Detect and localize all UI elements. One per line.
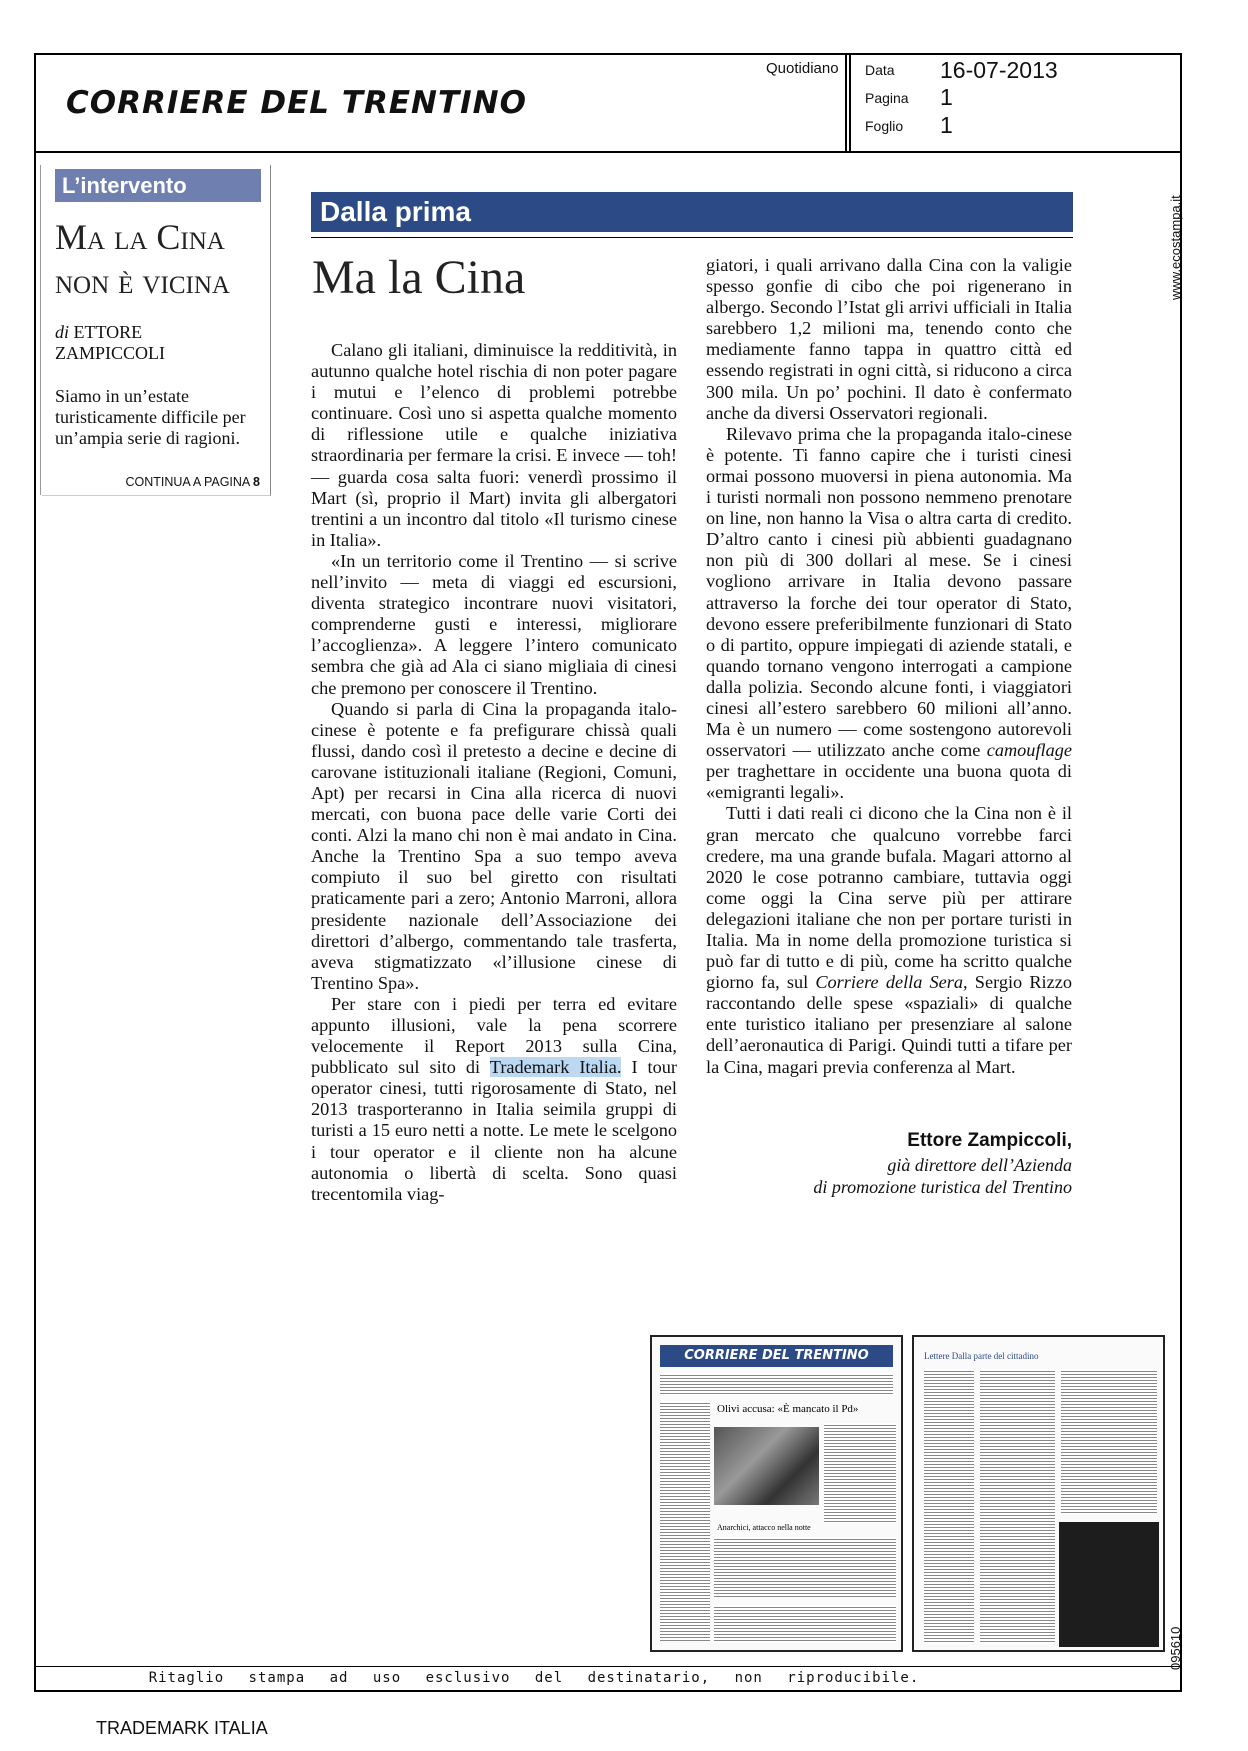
page-value: 1 (940, 84, 953, 110)
signature-role: già direttore dell’Azienda (887, 1155, 1072, 1175)
thumbnail-photo (714, 1427, 819, 1505)
signature-role: di promozione turistica del Trentino (813, 1177, 1072, 1197)
continue-page: 8 (253, 475, 260, 489)
sheet-label: Foglio (865, 118, 904, 134)
thumbnail-masthead: CORRIERE DEL TRENTINO (660, 1345, 893, 1367)
intervento-headline (55, 215, 270, 303)
paragraph: «In un territorio come il Trentino — si scrive nell’invito — meta di viaggi ed escursioni, diventa strategico incontrare nuovi visitatori, comprenderne gusti e interessi, migliorare l’accoglienza». A leggere l’intero comunicato sembra che già ad Ala ci siano migliaia di cinesi che premono per conoscere il Trentino. (311, 550, 677, 698)
clipping-code: 095610 (1168, 1626, 1183, 1670)
publication-type: Quotidiano (766, 60, 839, 77)
article-column-1 (311, 340, 677, 1205)
date-label: Data (865, 62, 895, 78)
side-url: www.ecostampa.it (1168, 195, 1183, 300)
paragraph-text: Tutti i dati reali ci dicono che la Cina non è il gran mercato che qualcuno vorrebbe farci credere, ma una grande bufala. Magari attorno al 2020 le cose potranno cambiare, tuttavia oggi come oggi la Cina serve più per attirare delegazioni italiane che non per portare turisti in Italia. Ma in nome della promozione turistica si può far di tutto e di più, come ha scritto qualche giorno fa, sul (706, 803, 1072, 993)
header-divider (845, 53, 851, 153)
article-headline: Ma la Cina (312, 251, 526, 304)
thumbnail-text-block (660, 1373, 893, 1395)
sheet-value: 1 (940, 112, 953, 138)
paragraph-text: I tour operator cinesi, tutti rigorosamente di Stato, nel 2013 trasporteranno in Italia seimila gruppi di turisti a 15 euro netti a notte. Le mete le scelgono i tour operator e il cliente non ha alcune autonomia o libertà di scelta. Sono quasi trecentomila viag- (311, 1057, 677, 1204)
newspaper-masthead: CORRIERE DEL TRENTINO (66, 85, 527, 121)
author-signature (706, 1128, 1072, 1198)
intervento-headline-line1: Ma la Cina (55, 217, 225, 257)
paragraph-text: per traghettare in occidente una buona quota di «emigranti legali». (706, 761, 1072, 803)
letters-page-thumbnail[interactable] (912, 1335, 1165, 1652)
continue-text: CONTINUA A PAGINA (125, 475, 250, 489)
thumbnail-text-block (824, 1423, 896, 1523)
thumbnail-text-block (714, 1537, 896, 1597)
intervento-headline-line2: non è vicina (55, 261, 230, 301)
italic-term: Corriere della Sera (815, 972, 964, 993)
client-label: TRADEMARK ITALIA (96, 1718, 268, 1738)
article-column-2 (706, 255, 1072, 1078)
thumbnail-headline: Olivi accusa: «È mancato il Pd» (717, 1403, 859, 1415)
paragraph: Calano gli italiani, diminuisce la redditività, in autunno qualche hotel rischia di non poter pagare i mutui e l’elenco di problemi potrebbe continuare. Così uno si aspetta qualche momento di riflessione utile e qualche iniziativa straordinaria per fermare la crisi. E invece — toh! — guarda cosa salta fuori: venerdì prossimo il Mart (sì, proprio il Mart) invita gli albergatori trentini a un incontro dal titolo «Il turismo cinese in Italia». (311, 340, 677, 550)
paragraph (706, 803, 1072, 1077)
date-value: 16-07-2013 (940, 57, 1058, 83)
section-rule (311, 237, 1073, 238)
paragraph (706, 424, 1072, 804)
intervento-label: L’intervento (55, 169, 261, 202)
paragraph-text: Per stare con i piedi per terra ed evitare appunto illusioni, vale la pena scorrere velocemente il Report 2013 sulla Cina, pubblicato sul sito di (311, 993, 677, 1078)
thumbnail-text-block (660, 1401, 710, 1641)
section-title: Dalla prima (320, 196, 471, 227)
thumbnail-text-block (980, 1369, 1055, 1644)
footer-rule (34, 1666, 1182, 1667)
front-page-thumbnail[interactable] (650, 1335, 903, 1652)
page-label: Pagina (865, 90, 909, 106)
author-first: ETTORE (73, 322, 143, 342)
intervento-teaser: Siamo in un’estate turisticamente difficile per un’ampia serie di ragioni. (55, 386, 246, 448)
continue-reference (55, 475, 260, 489)
paragraph: giatori, i quali arrivano dalla Cina con la valigie spesso gonfie di cibo che poi rigenerano in albergo. Secondo l’Istat gli arrivi ufficiali in Italia sarebbero 1,2 milioni ma, tenendo conto che mediamente fanno tappa in quattro città ed essendo registrati in ogni città, si riducono a circa 300 mila. Un po’ pochini. Il dato è confermato anche da diversi Osservatori regionali. (706, 255, 1072, 423)
thumbnail-section: Lettere Dalla parte del cittadino (924, 1351, 1039, 1361)
highlighted-source: Trademark Italia. (489, 1057, 622, 1078)
signature-name: Ettore Zampiccoli, (907, 1130, 1072, 1151)
thumbnail-dark-box (1059, 1522, 1159, 1647)
byline-prefix: di (55, 322, 70, 342)
thumbnail-text-block (1061, 1369, 1157, 1514)
thumbnail-text-block (924, 1369, 974, 1644)
thumbnail-subhead: Anarchici, attacco nella notte (717, 1523, 811, 1532)
paragraph: Quando si parla di Cina la propaganda italo-cinese è potente e fa prefigurare chissà quali flussi, dando così il pretesto a decine e decine di carovane istituzionali italiane (Regioni, Comuni, Apt) per recarsi in Cina alla ricerca di nuovi mercati, con buona pace delle varie Corti dei conti. Alzi la mano chi non è mai andato in Cina. Anche la Trentino Spa a suo tempo aveva compiuto il suo bel giretto con risultati praticamente pari a zero; Antonio Marroni, allora presidente nazionale dell’Associazione dei direttori d’albergo, commentando tale trasferta, aveva stigmatizzato «l’illusione cinese di Trentino Spa». (311, 698, 677, 993)
paragraph-text: , Sergio Rizzo raccontando delle spese «spaziali» di qualche ente turistico italiano per presenziare al salone dell’aeronautica di Parigi. Quindi tutti a tifare per la Cina, magari previa conferenza al Mart. (706, 972, 1072, 1077)
paragraph (311, 994, 677, 1205)
author-last: ZAMPICCOLI (55, 343, 166, 363)
paragraph-text: Rilevavo prima che la propaganda italo-cinese è potente. Ti fanno capire che i turisti cinesi ormai possono muoversi in piena autonomia. Ma i turisti normali non possono nemmeno prenotare on line, non hanno la Visa o altra carta di credito. D’altro canto i cinesi più abbienti guadagnano non più di 300 dollari al mese. Se i cinesi vogliono arrivare in Italia devono passare attraverso la forche dei tour operator di Stato, devono essere preferibilmente funzionari di Stato o di partito, oppure impiegati di aziende statali, e quando tornano vengono interrogati a campione dalla polizia. Secondo alcune fonti, i viaggiatori cinesi all’estero sarebbero 60 milioni all’anno. Ma è un numero — come sostengono autorevoli osservatori — utilizzato anche come (706, 423, 1072, 761)
clipping-disclaimer: Ritaglio stampa ad uso esclusivo del destinatario, non riproducibile. (148, 1670, 920, 1686)
thumbnail-text-block (714, 1605, 896, 1643)
italic-term: camouflage (986, 740, 1072, 761)
byline (55, 322, 265, 364)
